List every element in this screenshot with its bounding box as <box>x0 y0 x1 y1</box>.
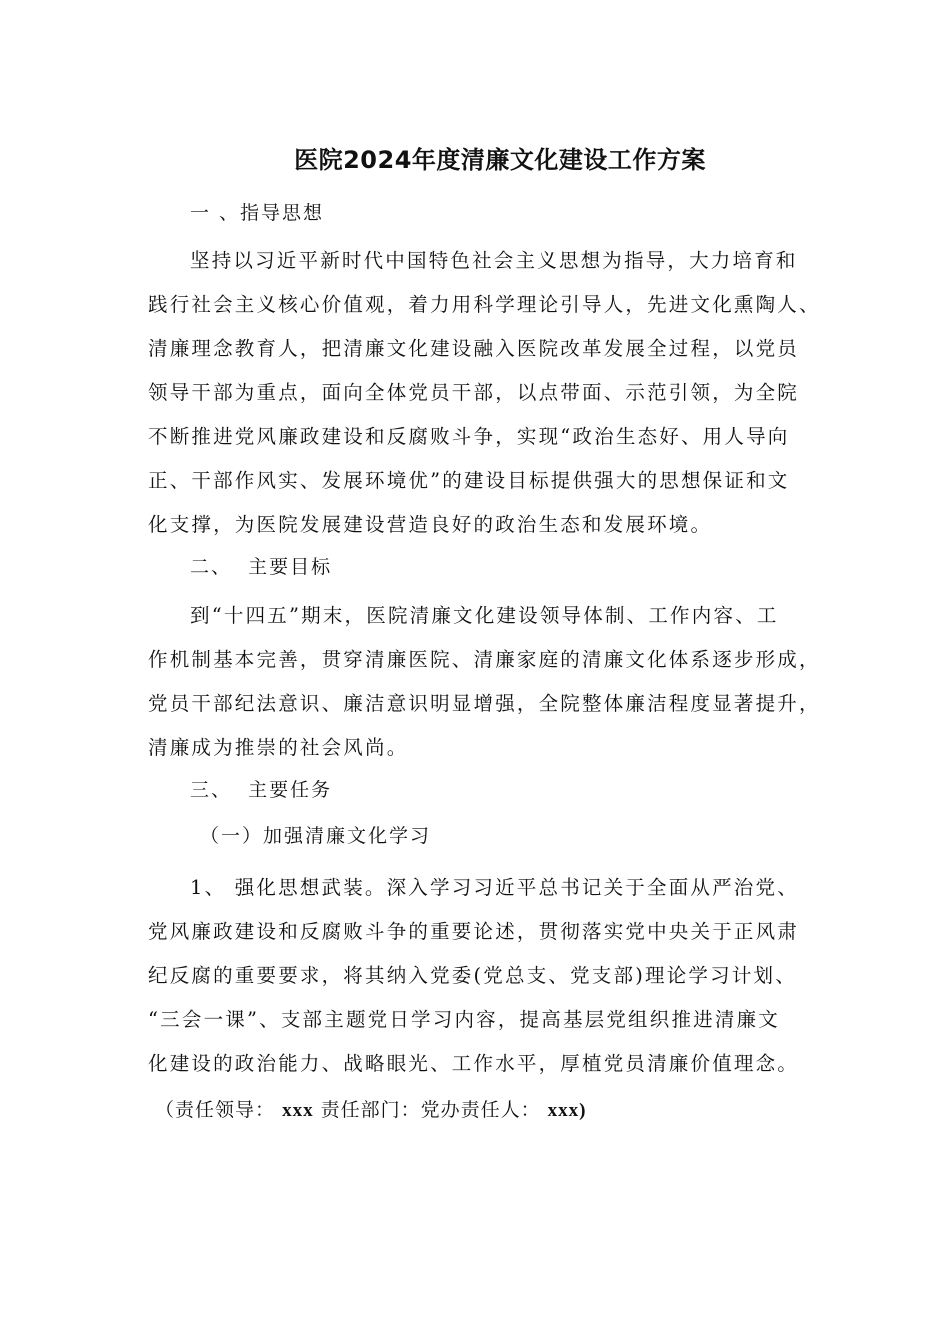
lead-value: xxx <box>282 1100 314 1121</box>
paragraph-line: 不断推进党风廉政建设和反腐败斗争，实现“政治生态好、用人导向 <box>148 425 790 448</box>
lead-label: （责任领导： <box>155 1099 276 1121</box>
paragraph-line: 纪反腐的重要要求，将其纳入党委(党总支、党支部)理论学习计划、 <box>148 964 797 987</box>
paragraph-line: 党风廉政建设和反腐败斗争的重要论述，贯彻落实党中央关于正风肃 <box>148 920 800 943</box>
sub-heading: （一）加强清廉文化学习 <box>200 825 432 847</box>
person-value: xxx) <box>547 1100 587 1121</box>
paragraph-line: 作机制基本完善，贯穿清廉医院、清廉家庭的清廉文化体系逐步形成， <box>148 648 821 671</box>
section-heading-2: 二、 主要目标 <box>190 556 333 578</box>
section-heading-1: 一 、指导思想 <box>190 202 325 224</box>
paragraph-line: 化支撑，为医院发展建设营造良好的政治生态和发展环境。 <box>148 513 713 536</box>
paragraph-line: 到“十四五”期末，医院清廉文化建设领导体制、工作内容、工 <box>190 604 779 627</box>
paragraph-line: 践行社会主义核心价值观，着力用科学理论引导人，先进文化熏陶人、 <box>148 293 821 316</box>
paragraph-line: 党员干部纪法意识、廉洁意识明显增强，全院整体廉洁程度显著提升， <box>148 692 821 715</box>
paragraph-line: “三会一课”、支部主题党日学习内容，提高基层党组织推进清廉文 <box>148 1008 780 1031</box>
paragraph-line: 正、干部作风实、发展环境优”的建设目标提供强大的思想保证和文 <box>148 469 790 492</box>
section-heading-3: 三、 主要任务 <box>190 779 333 801</box>
paragraph-line: 领导干部为重点，面向全体党员干部，以点带面、示范引领，为全院 <box>148 381 800 404</box>
paragraph-line: 清廉理念教育人，把清廉文化建设融入医院改革发展全过程，以党员 <box>148 337 800 360</box>
paragraph-line: 坚持以习近平新时代中国特色社会主义思想为指导，大力培育和 <box>190 249 798 272</box>
document-title: 医院2024年度清廉文化建设工作方案 <box>294 146 706 174</box>
responsibility-line <box>155 1095 587 1122</box>
paragraph-line: 1、 强化思想武装。深入学习习近平总书记关于全面从严治党、 <box>190 876 799 899</box>
dept-label: 责任部门：党办责任人： <box>320 1099 541 1121</box>
paragraph-line: 化建设的政治能力、战略眼光、工作水平，厚植党员清廉价值理念。 <box>148 1052 800 1075</box>
paragraph-line: 清廉成为推崇的社会风尚。 <box>148 736 409 759</box>
